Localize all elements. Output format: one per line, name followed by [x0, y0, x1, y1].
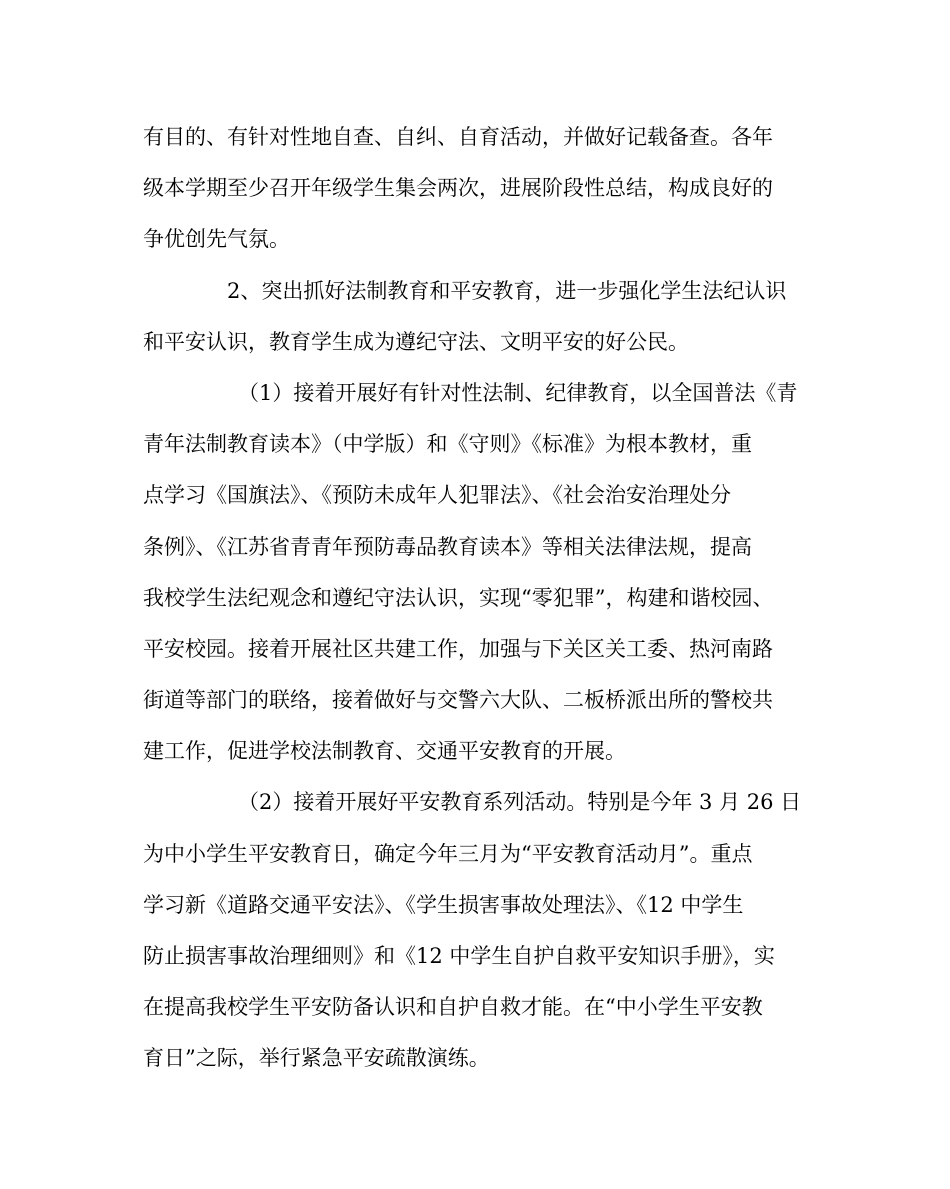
text-line: 青年法制教育读本》（中学版）和《守则》《标准》为根本教材，重: [143, 432, 752, 457]
text-line: 级本学期至少召开年级学生集会两次，进展阶段性总结，构成良好的: [143, 176, 773, 201]
text-line: 点学习《国旗法》、《预防未成年人犯罪法》、《社会治安治理处分: [143, 483, 731, 508]
text-line: 在提高我校学生平安防备认识和自护自救才能。在“中小学生平安教: [143, 995, 763, 1020]
text-line: 育日”之际，举行紧急平安疏散演练。: [143, 1046, 490, 1071]
text-line: 我校学生法纪观念和遵纪守法认识，实现“零犯罪”，构建和谐校园、: [143, 585, 774, 610]
text-line: 和平安认识，教育学生成为遵纪守法、文明平安的好公民。: [143, 329, 689, 354]
text-line: 学习新《道路交通平安法》、《学生损害事故处理法》、《12 中学生: [143, 892, 744, 917]
text-line: 防止损害事故治理细则》和《12 中学生自护自救平安知识手册》，实: [143, 944, 775, 968]
paragraph-3: [143, 368, 808, 778]
paragraph-2: [143, 266, 808, 368]
text-line: （2）接着开展好平安教育系列活动。特别是今年 3 月 26 日: [238, 790, 802, 815]
text-line: （1）接着开展好有针对性法制、纪律教育，以全国普法《青: [238, 380, 798, 405]
text-line: 街道等部门的联络，接着做好与交警六大队、二板桥派出所的警校共: [143, 688, 773, 713]
paragraph-4: [143, 777, 808, 1084]
paragraph-1: [143, 112, 808, 266]
text-line: 有目的、有针对性地自查、自纠、自育活动，并做好记载备查。各年: [143, 125, 773, 149]
text-line: 为中小学生平安教育日，确定今年三月为“平安教育活动月”。重点: [143, 841, 753, 866]
text-line: 2、突出抓好法制教育和平安教育，进一步强化学生法纪认识: [227, 278, 787, 303]
text-line: 建工作，促进学校法制教育、交通平安教育的开展。: [143, 739, 626, 764]
text-line: 争优创先气氛。: [143, 227, 290, 252]
text-line: 平安校园。接着开展社区共建工作，加强与下关区关工委、热河南路: [143, 636, 773, 661]
document-body: [143, 112, 808, 1085]
text-line: 条例》、《江苏省青青年预防毒品教育读本》等相关法律法规，提高: [143, 534, 752, 559]
